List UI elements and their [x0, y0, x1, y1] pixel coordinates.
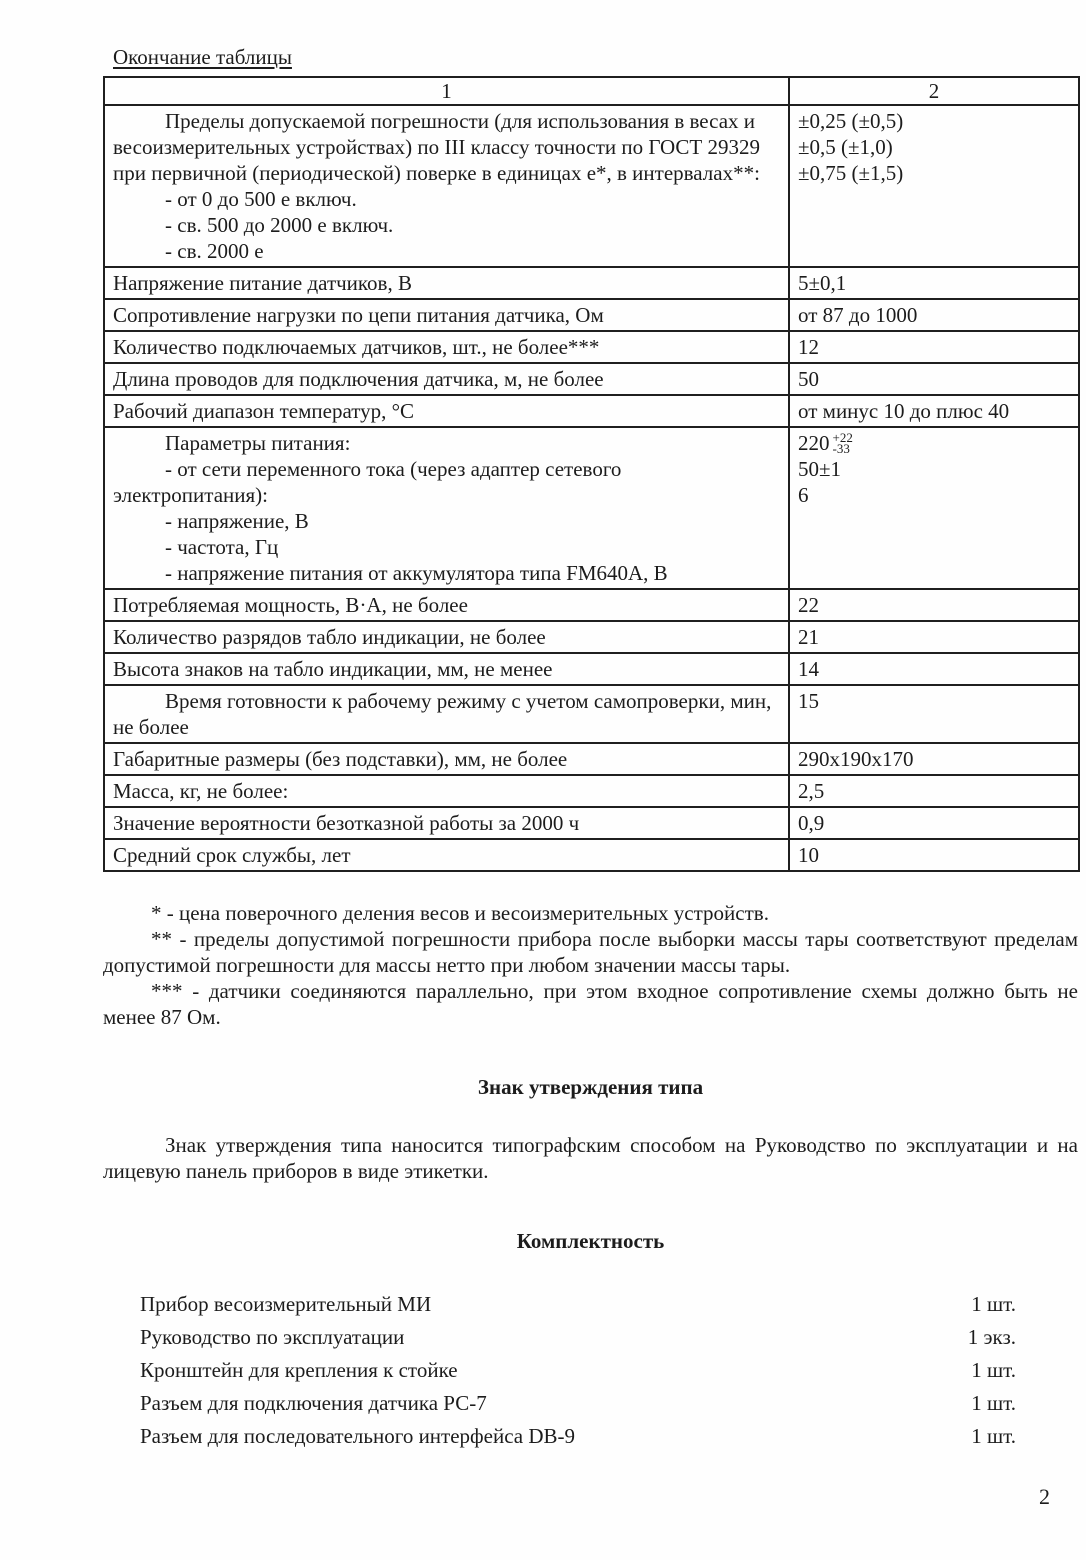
power-item: - частота, Гц — [165, 535, 279, 559]
table-row-power — [104, 427, 1079, 589]
spec-table — [103, 76, 1080, 872]
row-label: Сопротивление нагрузки по цепи питания датчика, Ом — [104, 299, 789, 331]
footnote-1: * - цена поверочного деления весов и весоизмерительных устройств. — [151, 901, 769, 925]
list-item — [140, 1321, 1016, 1354]
limits-value: ±0,75 (±1,5) — [798, 161, 904, 185]
row-value: 290х190х170 — [789, 743, 1079, 775]
row-label: Масса, кг, не более: — [104, 775, 789, 807]
row-value: 14 — [789, 653, 1079, 685]
item-name: Разъем для последовательного интерфейса DB-9 — [140, 1424, 576, 1448]
row-label: Потребляемая мощность, В·А, не более — [104, 589, 789, 621]
item-name: Прибор весоизмерительный МИ — [140, 1292, 432, 1316]
list-item — [140, 1288, 1016, 1321]
row-value: от 87 до 1000 — [789, 299, 1079, 331]
item-name: Руководство по эксплуатации — [140, 1325, 405, 1349]
row-label: Рабочий диапазон температур, °С — [104, 395, 789, 427]
table-row — [104, 395, 1079, 427]
item-quantity: 1 шт. — [971, 1358, 1016, 1382]
item-quantity: 1 шт. — [971, 1391, 1016, 1415]
table-caption: Окончание таблицы — [113, 45, 292, 69]
page-number: 2 — [1039, 1484, 1050, 1509]
limits-item: - от 0 до 500 е включ. — [165, 187, 357, 211]
table-row — [104, 839, 1079, 871]
battery-value: 6 — [798, 483, 809, 507]
table-row — [104, 331, 1079, 363]
table-row-limits — [104, 105, 1079, 267]
row-value — [789, 105, 1079, 267]
frequency-value: 50±1 — [798, 457, 842, 481]
row-value — [789, 685, 1079, 743]
col-header-2: 2 — [789, 77, 1079, 105]
section-heading-completeness: Комплектность — [516, 1229, 665, 1253]
limits-intro: Пределы допускаемой погрешности (для использования в весах и весоизмерительных устройствах) по III классу точности по ГОСТ 29329 при первичной (периодической) поверке в единицах е*, в интервалах**: — [113, 109, 761, 185]
table-row — [104, 621, 1079, 653]
row-label — [104, 427, 789, 589]
table-row — [104, 743, 1079, 775]
tolerance-sup: +22 — [832, 430, 853, 445]
voltage-value: 220 +22 -33 — [798, 430, 853, 456]
readiness-label: Время готовности к рабочему режиму с учетом самопроверки, мин, не более — [113, 689, 772, 739]
table-row — [104, 653, 1079, 685]
item-quantity: 1 шт. — [971, 1424, 1016, 1448]
limits-value: ±0,5 (±1,0) — [798, 135, 893, 159]
table-header-row — [104, 77, 1079, 105]
footnote-3: *** - датчики соединяются параллельно, при этом входное сопротивление схемы должно быть не менее 87 Ом. — [103, 979, 1078, 1029]
completeness-list — [140, 1288, 1016, 1453]
footnotes-block — [103, 900, 1078, 1030]
table-row — [104, 589, 1079, 621]
tolerance-sub: -33 — [832, 441, 850, 456]
table-row — [104, 299, 1079, 331]
row-value: 12 — [789, 331, 1079, 363]
item-name: Разъем для подключения датчика РС-7 — [140, 1391, 487, 1415]
item-quantity: 1 шт. — [971, 1292, 1016, 1316]
voltage-tolerance — [833, 432, 853, 454]
limits-item: - св. 500 до 2000 е включ. — [165, 213, 394, 237]
row-value — [789, 427, 1079, 589]
row-label: Средний срок службы, лет — [104, 839, 789, 871]
row-label: Напряжение питание датчиков, В — [104, 267, 789, 299]
table-row — [104, 363, 1079, 395]
row-value: 0,9 — [789, 807, 1079, 839]
row-value: 50 — [789, 363, 1079, 395]
row-value: от минус 10 до плюс 40 — [789, 395, 1079, 427]
readiness-value: 15 — [798, 689, 819, 713]
row-label: Длина проводов для подключения датчика, м, не более — [104, 363, 789, 395]
row-label: Значение вероятности безотказной работы за 2000 ч — [104, 807, 789, 839]
table-row-readiness — [104, 685, 1079, 743]
row-value: 22 — [789, 589, 1079, 621]
row-value: 2,5 — [789, 775, 1079, 807]
table-row — [104, 267, 1079, 299]
list-item — [140, 1420, 1016, 1453]
item-quantity: 1 экз. — [967, 1325, 1016, 1349]
row-label: Высота знаков на табло индикации, мм, не менее — [104, 653, 789, 685]
type-approval-paragraph: Знак утверждения типа наносится типографским способом на Руководство по эксплуатации и на лицевую панель приборов в виде этикетки. — [103, 1133, 1078, 1183]
row-value: 10 — [789, 839, 1079, 871]
limits-item: - св. 2000 е — [165, 239, 264, 263]
row-value: 21 — [789, 621, 1079, 653]
table-row — [104, 775, 1079, 807]
limits-value: ±0,25 (±0,5) — [798, 109, 904, 133]
col-header-1: 1 — [104, 77, 789, 105]
list-item — [140, 1387, 1016, 1420]
row-label — [104, 685, 789, 743]
power-intro: - от сети переменного тока (через адаптер сетевого электропитания): — [113, 457, 622, 507]
section-heading-type-approval: Знак утверждения типа — [477, 1075, 704, 1099]
table-row — [104, 807, 1079, 839]
row-label: Количество подключаемых датчиков, шт., не более*** — [104, 331, 789, 363]
power-item: - напряжение питания от аккумулятора типа FM640A, В — [165, 561, 668, 585]
row-label — [104, 105, 789, 267]
row-label: Количество разрядов табло индикации, не более — [104, 621, 789, 653]
power-item: - напряжение, В — [165, 509, 309, 533]
list-item — [140, 1354, 1016, 1387]
footnote-2: ** - пределы допустимой погрешности прибора после выборки массы тары соответствуют пределам допустимой погрешности для массы нетто при любом значении массы тары. — [103, 927, 1078, 977]
row-label: Габаритные размеры (без подставки), мм, не более — [104, 743, 789, 775]
item-name: Кронштейн для крепления к стойке — [140, 1358, 458, 1382]
row-value: 5±0,1 — [789, 267, 1079, 299]
power-title: Параметры питания: — [165, 431, 351, 455]
